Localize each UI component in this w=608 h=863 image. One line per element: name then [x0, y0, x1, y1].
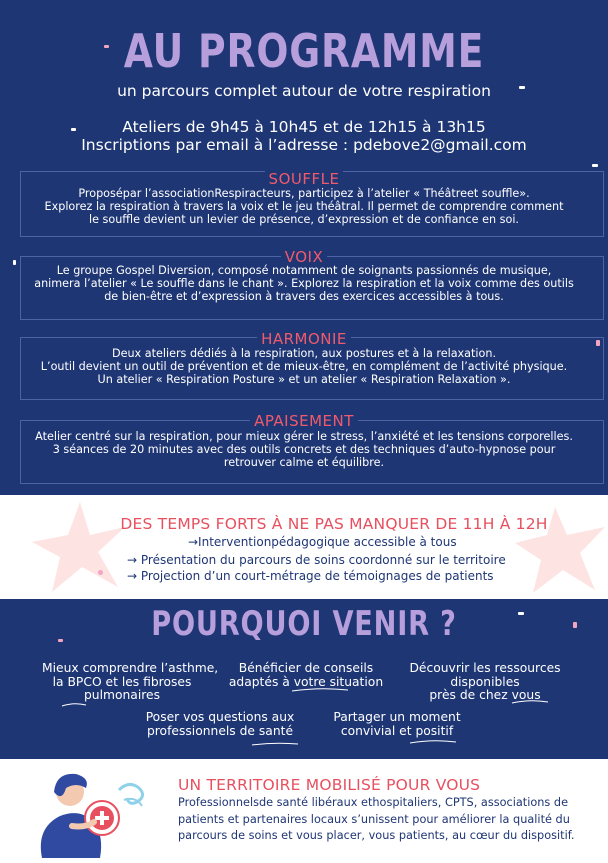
underline-decoration — [408, 737, 458, 747]
highlight-item: → Projection d’un court-métrage de témoignages de patients — [127, 569, 494, 583]
highlight-item: →Interventionpédagogique accessible à tous — [188, 535, 457, 549]
star-decoration-left — [30, 497, 130, 597]
reason-resources: Découvrir les ressources disponibles près de chez vous — [409, 661, 561, 702]
page-title: AU PROGRAMME — [123, 24, 485, 78]
territory-title: UN TERRITOIRE MOBILISÉ POUR VOUS — [178, 776, 481, 794]
reason-advice: Bénéficier de conseils adaptés à votre situation — [228, 661, 384, 689]
section-text-harmonie: Deux ateliers dédiés à la respiration, aux postures et à la relaxation. L’outil devient un outil de prévention et de mieux-être, en complément de l’activité physique. Un atelier « Respiration Posture » et un atelier « Respiration Relaxation ». — [40, 347, 568, 386]
decor-dash — [573, 622, 577, 628]
schedule-info — [0, 118, 608, 154]
reason-share: Partager un moment convivial et positif — [333, 710, 461, 738]
section-heading-harmonie: HARMONIE — [0, 330, 608, 348]
reason-understand: Mieux comprendre l’asthme, la BPCO et les fibroses pulmonaires — [42, 661, 219, 702]
underline-decoration — [290, 685, 350, 695]
hours-line: Ateliers de 9h45 à 10h45 et de 12h15 à 13h15 — [122, 118, 486, 136]
registration-line: Inscriptions par email à l’adresse : pdebove2@gmail.com — [81, 136, 527, 154]
section-text-souffle: Proposépar l’associationRespiracteurs, participez à l’atelier « Théâtreet souffle». Explorez la respiration à travers la voix et le jeu théâtral. Il permet de comprendre comment le souffle devient un levier de présence, d’expression et de confiance en soi. — [44, 187, 564, 226]
underline-decoration — [510, 697, 550, 707]
territory-text: Professionnelsde santé libéraux ethospitaliers, CPTS, associations de patients et partenaires locaux s’unissent pour améliorer la qualité du parcours de soins et vous placer, vous patients, au cœur du dispositif. — [178, 796, 575, 842]
section-heading-apaisement: APAISEMENT — [0, 412, 608, 430]
section-text-voix: Le groupe Gospel Diversion, composé notamment de soignants passionnés de musique, animera l’atelier « Le souffle dans le chant ». Explorez la respiration et la voix comme des outils de bien-être et d’expression à travers des exercices accessibles à tous. — [34, 264, 574, 303]
section-heading-voix: VOIX — [0, 248, 608, 266]
page-subtitle: un parcours complet autour de votre respiration — [117, 82, 491, 100]
decor-dash — [592, 164, 598, 167]
underline-decoration — [60, 700, 90, 710]
why-title: POURQUOI VENIR ? — [151, 604, 457, 644]
section-text-apaisement: Atelier centré sur la respiration, pour mieux gérer le stress, l’anxiété et les tensions corporelles. 3 séances de 20 minutes avec des outils concrets et des techniques d’auto-hypnose pour retrouver calme et équilibre. — [35, 430, 573, 469]
highlight-item: → Présentation du parcours de soins coordonné sur le territoire — [127, 553, 506, 567]
decor-dot — [98, 570, 103, 575]
section-heading-souffle: SOUFFLE — [0, 170, 608, 188]
underline-decoration — [250, 739, 300, 749]
patient-illustration — [24, 770, 156, 858]
highlights-title: DES TEMPS FORTS À NE PAS MANQUER DE 11H À 12H — [120, 515, 548, 533]
reason-questions: Poser vos questions aux professionnels de santé — [145, 710, 295, 738]
